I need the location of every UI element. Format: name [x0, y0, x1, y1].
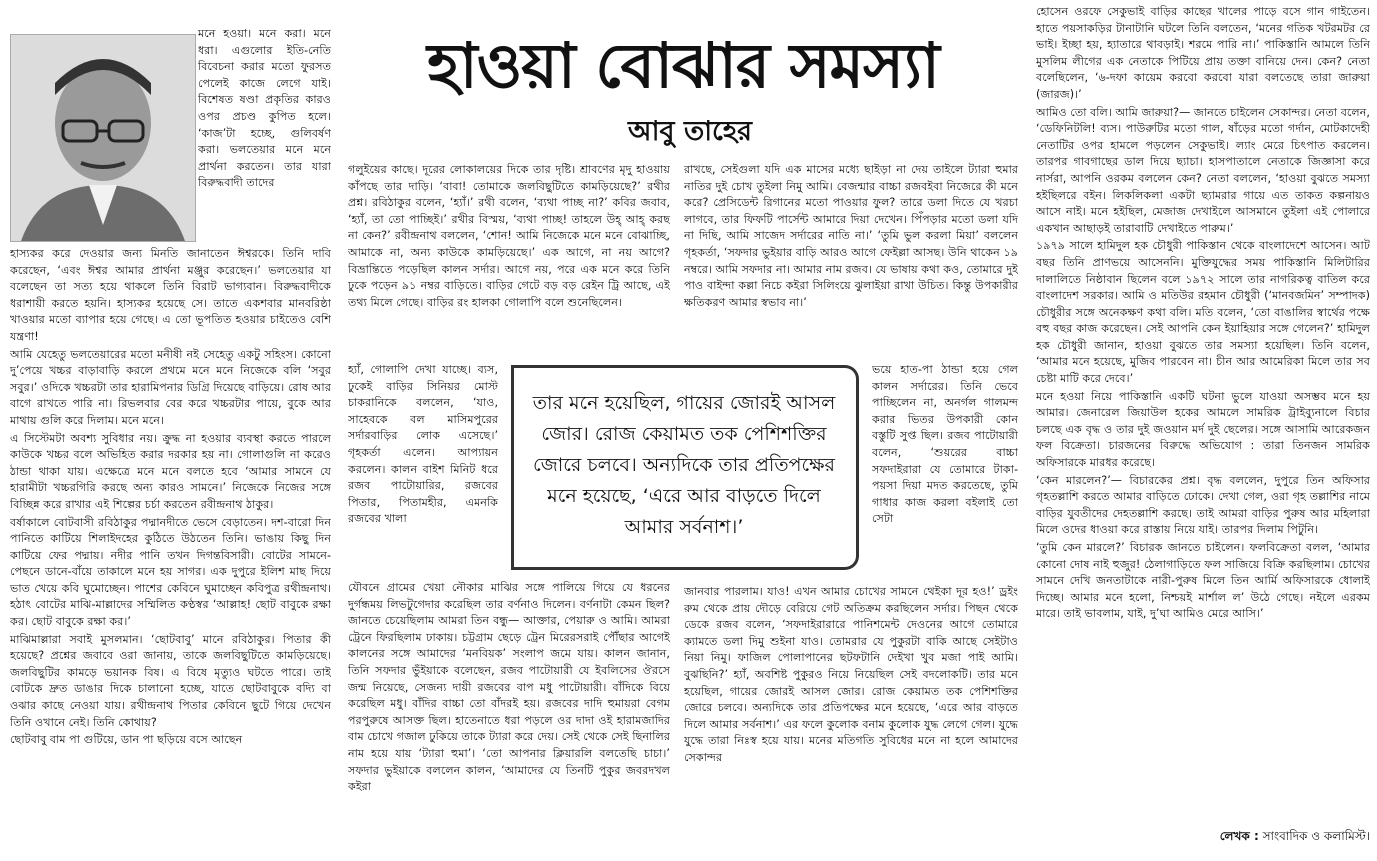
column3-bottom-text	[684, 584, 1018, 858]
paragraph: যৌবনে গ্রামের খেয়া নৌকার মাঝির সঙ্গে পালিয়ে গিয়ে যে ধরনের দুর্গন্ধময় লিভটুগেদার করেছিল তার বর্ণনাও দিলেন। বর্ণনাটা কেমন ছিল? জানতে চেয়েছিলাম আমরা তিন বন্ধু— আক্তার, পেয়ারু ও আমি। আমরা ট্রেনে ফিরছিলাম ঢাকায়। চট্টগ্রাম ছেড়ে ট্রেন মিরেরসরাই পৌঁছার আগেই কালনের সঙ্গে আমাদের ‘মনবিয়ক’ সংলাপ জমে যায়। কালন জানান, তিনি সফদার ভুঁইয়াকে বলেছেন, রজব পাটোয়ারী যে ইবলিসের ঔরসে জন্ম নিয়েছে, সেজন্য দায়ী রজবের বাপ মধু পাটোয়ারী। বাঁদিকে বিয়ে করেছিল মধু। বাঁদির বাচ্চা তো বাঁদরই হয়। রজবের দাদি হুমায়রা বেগম পরপুরুষে আসক্ত ছিল। হাতেনাতে ধরা পড়লে ওর দাদা ওই হারামজাদির বাম চোখে গজাল ঢুকিয়ে তাকে ট্যারা করে দেয়। সেই থেকে সেই ছিনালির নাম হয়ে যায় ‘ট্যারা হুমা’। ‘তো আপনার ক্লিয়ারলি বলতেছি চাচা।’ সফদার ভুইয়াকে বললেন কালন, ‘আমাদের যে তিনটি পুকুর জবরদখল কইরা	[348, 581, 670, 794]
paragraph: হোসেন ওরফে সেকুভাই বাড়ির কাছের খালের পাড়ে বসে গান গাইতেন। হাতে পয়সাকড়ির টানাটানি ঘটলে তিনি বলতেন, ‘মনের গতিক খটরমটর রে ভাই। ইচ্ছা হয়, হ্যাতারে থাবড়াই। শরমে পারি না।’ পাকিস্তানি আমলে তিনি মুসলিম লীগের এক নেতাকে পিটিয়ে প্রায় তক্তা বানিয়ে দেন। কেন? নেতা বলেছিলেন, ‘৬-দফা কায়েম করবো করবো যারা বলতেছে তারা জারুয়া (জারজ)।’	[1036, 5, 1370, 101]
author-photo	[10, 34, 196, 242]
paragraph: ১৯৭৯ সালে হামিদুল হক চৌধুরী পাকিস্তান থেকে বাংলাদেশে আসেন। আট বছর তিনি প্রাণভয়ে আসেননি। মুক্তিযুদ্ধের সময় পাকিস্তানি মিলিটারির দালালিতে নিষ্ঠাবান ছিলেন বলে ১৯৭২ সালে তার নাগরিকত্ব বাতিল করে বাংলাদেশ সরকার। আমি ও মতিউর রহমান চৌধুরী (‘মানবজমিন’ সম্পাদক) চৌধুরীর সঙ্গে অনেকক্ষণ কথা বলি। মতি বলেন, ‘তো বাঙালির স্বার্থের পক্ষে বহু বছর কাজ করেছেন। সেই আপনি কেন ইয়াহিয়ার সঙ্গে গেলেন?’ হামিদুল হক চৌধুরী জানান, হাওয়া বুঝতে তার সমস্যা হয়েছিল। তিনি বলেন, ‘আমার মনে হয়েছে, মুজিব পারবেন না। চীন আর আমেরিকা মিলে তার সব চেষ্টা মাটি করে দেবে।’	[1036, 239, 1370, 386]
paragraph: হাস্যকর করে দেওয়ার জন্য মিনতি জানাতেন ঈশ্বরকে। তিনি দাবি করেছেন, ‘এবং ঈশ্বর আমার প্রার্থনা মঞ্জুর করেছেন।’ ভলতেয়ার যা বলেছেন তা সত্য হয়ে থাকলে তিনি বিরাট ভাগ্যবান। বিরুদ্ধবাদীকে ধরাশায়ী করতে হয়নি। হাস্যকর হয়েছে সে। তাতে একশবার মানবরিষ্ঠা খাওয়ার মতো ব্যাপার হয়ে গেছে। এ তো ভূপতিত হওয়ার চাইতেও বেশি যন্ত্রণা!	[10, 247, 331, 343]
paragraph: ভয়ে হাত-পা ঠান্ডা হয়ে গেল কালন সর্দারের। তিনি ভেবে পাচ্ছিলেন না, অনর্গল গালমন্দ করার ভিতর উপকারী কোন বস্তুটি সুপ্ত ছিল। রজব পাটোয়ারী বলেন, ‘শুয়রের বাচ্চা সফদাইরারা যে তোমারে টাকা-পয়সা দিয়া মদত করতেছে, তুমি গাধার কাজ করলা বইলাই তো সেটা	[872, 363, 1018, 526]
column2-left-of-quote	[348, 362, 498, 580]
paragraph: জানবার পারলাম। যাও! এখন আমার চোখের সামনে থেইকা দূর হও!’ ড্রইং রুম থেকে প্রায় দৌড়ে বেরিয়ে গেট অতিক্রম করছিলেন সর্দার। পিছন থেকে ডেকে রজব বলেন, ‘সফদাইরারারে পানিশমেন্ট দেওনের আগে তোমারে ক্যামতে ডলা দিমু শুইনা যাও। তোমরার যে পুকুরটা বাকি আছে সেইটাও নিয়া নিমু। ফাজিল পোলাপানের ছটফটানি দেইখা খুব মজা পাই আমি। বুঝছিনি?’ হ্যাঁ, অবশিষ্ট পুকুরও নিয়ে নিয়েছিল সেই বদলোকটি। তার মনে হয়েছিল, গায়ের জোরই আসল জোর। রোজ কেয়ামত তক পেশিশক্তির জোরে চলবে। অন্যদিকে তার প্রতিপক্ষের মনে হয়েছে, ‘এরে আর বাড়তে দিলে আমার সর্বনাশ।’ এর ফলে কুলোক বনাম কুলোক যুদ্ধ লেগে গেল। যুদ্ধে যুদ্ধে তারা নিঃস্ব হয়ে যায়। মনের মতিগতি সুবিধের মনে না হলে আমাদের সেকান্দর	[684, 585, 1018, 764]
paragraph: রাখছে, সেইগুলা যদি এক মাসের মধ্যে ছাইড়া না দেয় তাইলে ট্যারা হুমার নাতির দুই চোখ তুইলা নিমু আমি। বেজন্মার বাচ্চা রজবইবা নিজেরে কী মনে করে? প্রেসিডেন্ট রিগানের মতো পাওয়ার ফুল? তারে ডলা দিতে যে খরচা লাগবে, তার ফিফটি পার্সেন্ট আমারে দিয়া দেখেন। পিঁপড়ার মতো ডলা যদি না দিছি, আমি সাজেদ সর্দারের নাতি না।’ ‘তুমি ভুল করলা মিয়া’ বললেন গৃহকর্তা, ‘সফদার ভুইয়ার বাড়ি আরও আগে ফেইল্লা আসছ। উনি থাকেন ১৯ নম্বরে। আমি সফদার না। আমার নাম রজব। যে ভাষায় কথা কও, তোমারে দুই পাও বাইন্দা কল্লা নিচে কইরা সিলিংয়ে ঝুলাইয়া রাখা উচিত। কিন্তু উপকারীর ক্ষতিকরণ আমার স্বভাব না।’	[684, 163, 1018, 309]
column1-text	[10, 246, 331, 858]
author-note-text: সাংবাদিক ও কলামিস্ট।	[1262, 829, 1370, 843]
paragraph: ‘তুমি কেন মারলে?’ বিচারক জানতে চাইলেন। ফলবিক্রেতা বলল, ‘আমার কোনো দোষ নাই হুজুর! ঠেলাগাড়িতে ফল সাজিয়ে বিক্রি করছিলাম। চোখের সামনে দেখি জনতাটাকে নারী-পুরুষ মিলে তিন আর্মি অফিসারকে ধোলাই দিচ্ছে। আমার মনে হলো, নিশ্চয়ই মার্শাল ল’ উঠে গেছে। নইলে এরকম মারে। তাই ভাবলাম, যাই, দু’ঘা আমিও মেরে আসি।’	[1036, 541, 1370, 621]
paragraph: আমিও তো বলি। আমি জারুয়া?— জানতে চাইলেন সেকান্দর। নেতা বলেন, ‘ডেফিনিটলি! ব্যস। পাউরুটির মতো গাল, ষাঁড়ের মতো গর্দান, মোটকাদেহী নেতাটির ওপর হামলে পড়লেন সেকুভাই। ল্যাং মেরে চিৎপাত করলেন। তারপর গাবগাছের ডাল দিয়ে ছ্যাচা। হাসপাতালে নেতাকে জিজ্ঞাসা করে নার্সরা, আপনি ওরকম বললেন কেন? নেতা বললেন, ‘হাওয়া বুঝতে সমস্যা হইছিলরে বইন। লিকলিকলা একটা ছ্যামরার গায়ে এত তাকত কল্পনায়ও আসে নাই। মনে হইছিল, মেজাজ দেখাইলে আসমানে তুইলা এই পোলারে একখান আছাড়ই তারাবাটি দেখাইতে পারুম।’	[1036, 105, 1370, 235]
paragraph: আমি যেহেতু ভলতেয়ারের মতো মনীষী নই সেহেতু একটু সহিংস। কোনো দু’পেয়ে খচ্চর বাড়াবাড়ি করলে প্রথমে মনে মনে নিজেকে বলি ‘সবুর সবুর।’ ওদিকে খচ্চরটা তার হারামিপনার ডিগ্রি দিয়েছে বাড়িয়ে। রোষ আর বাগে রাখতে পারি না। রিভলবার বের করে খচ্চরটার পায়ে, বুকে আর মাথায় গুলি করে দিলাম। মনে মনে।	[10, 347, 331, 427]
paragraph: ‘কেন মারলেন?’— বিচারকের প্রশ্ন। বৃদ্ধ বললেন, দুপুরে তিন অফিসার গৃহতল্লাশি করতে আমার বাড়িতে ঢোকে। দেখা গেল, ওরা গৃহ তল্লাশির নামে বাড়ির যুবতীদের দেহতল্লাশি করছে। তাই আমরা বাড়ির পুরুষ আর মহিলারা মিলে ওদের ধাওয়া করে রাস্তায় নিয়ে যাই। তারপর দিলাম পিটুনি।	[1036, 473, 1370, 537]
paragraph: এ সিস্টেমটা অবশ্য সুবিধার নয়। ক্রুদ্ধ না হওয়ার ব্যবস্থা করতে পারলে কাউকে খচ্চর বলে অভিহিত করার দরকার হয় না। গোলাগুলি না করেও ঠান্ডা থাকা যায়। এক্ষেত্রে মনে মনে বলতে হবে ‘আমার সামনে যে হারামীটা খচ্চরগিরি করছে অন্য কারও সামনে।’ নিজেকে নিজের সঙ্গে বিচ্ছিন্ন করে রাখার এই শিল্পের চর্চা করতেন রবীন্দ্রনাথ ঠাকুর।	[10, 431, 331, 511]
author-portrait-image	[11, 35, 195, 241]
paragraph: গলুইয়ের কাছে। দূরের লোকালয়ের দিকে তার দৃষ্টি। শ্রাবণের মৃদু হাওয়ায় কাঁপছে তার দাড়ি। ‘বাবা! তোমাকে জলবিছুটিতে কামড়িয়েছে?’ রথীর প্রশ্ন। রবিঠাকুর বলেন, ‘হ্যাঁ।’ রথী বলেন, ‘ব্যথা পাচ্ছ না?’ কবির জবাব, ‘হ্যাঁ, তা তো পাচ্ছিই।’ রথীর বিস্ময়, ‘ব্যথা পাচ্ছ! তাহলে উহ্ আহ্ করছ না কেন?’ রবীন্দ্রনাথ বললেন, ‘শোন! আমি নিজেকে মনে মনে বোঝাচ্ছি, আমাকে না, অন্য কাউকে কামড়িয়েছে।’ এক আগে, না নয় আগে? বিভ্রান্তিতে পড়েছিল কালন সর্দার। আগে নয়, পরে এক মনে করে তিনি ঢুকে পড়েন ৯১ নম্বর বাড়িতে। বাড়ির গেটে বড় বড় রেইন ট্রি আছে, এই তথ্য মিলে গেছে। বাড়ির রং হালকা গোলাপি বলে শুনেছিলেন।	[348, 163, 670, 309]
column3-right-of-quote	[872, 362, 1018, 584]
author-note-label: লেখক :	[1219, 829, 1259, 843]
column2-top-text	[348, 162, 670, 362]
byline: আবু তাহের	[628, 116, 752, 147]
author-note	[1160, 827, 1370, 845]
pull-quote-text: তার মনে হয়েছিল, গায়ের জোরই আসল জোর। রোজ কেয়ামত তক পেশিশক্তির জোরে চলবে। অন্যদিকে তার প্রতিপক্ষের মনে হয়েছে, ‘এরে আর বাড়তে দিলে আমার সর্বনাশ।’	[532, 392, 836, 538]
column4-text	[1036, 4, 1370, 826]
column2-bottom-text	[348, 580, 670, 858]
paragraph: ছোটবাবু বাম পা গুটিয়ে, ডান পা ছড়িয়ে বসে আছেন	[10, 733, 243, 747]
paragraph: মনে হওয়া নিয়ে পাকিস্তানি একটি ঘটনা ভুলে যাওয়া অসম্ভব মনে হয় আমার। জেনারেল জিয়াউল হকের আমলে সামরিক ট্রাইব্যুনালে বিচার চলছে এক বৃদ্ধ ও তার দুই জওয়ান মর্দ দুই ছেলের। সঙ্গে আসামি আরেকজন ফল বিক্রেতা। চারজনের বিরুদ্ধে অভিযোগ : তারা তিনজন সামরিক অফিসারকে মারধর করেছে।	[1036, 389, 1370, 470]
column3-top-text	[684, 162, 1018, 362]
pull-quote-left-rule	[511, 365, 539, 570]
paragraph: হ্যাঁ, গোলাপি দেখা যাচ্ছে। ব্যস, ঢুকেই বাড়ির সিনিয়র মোস্ট চাকরানিকে বললেন, ‘যাও, সাহেবকে বল মাসিমপুরের সর্দারবাড়ির লোক এসেছে।’ গৃহকর্তা এলেন। আপ্যায়ন করলেন। কালন বাইশ মিনিট ধরে রজব পাটোয়ারির, রজবের পিতার, পিতামহীর, এমনকি রজবের খালা	[348, 363, 498, 526]
paragraph: মনে হওয়া। মনে করা। মনে ধরা। এগুলোর ইতি-নেতি বিবেচনা করার মতো ফুরসত পেলেই কাজে লেগে যাই। বিশেষত ষণ্ডা প্রকৃতির কারও ওপর প্রচণ্ড কুপিত হলে। ‘কাজ’টা হচ্ছে, গুলিবর্ষণ করা। ভলতেয়ার মনে মনে প্রার্থনা করতেন। তার যারা বিরুদ্ধবাদী তাদের	[198, 27, 331, 190]
column1-beside-photo	[198, 26, 331, 248]
paragraph: বর্ষাকালে বোটবাসী রবিঠাকুর পদ্মানদীতে ভেসে বেড়াতেন। দশ-বারো দিন পানিতে কাটিয়ে শিলাইদহের কুঠিতে উঠতেন তিনি। ভাঙায় কিছু দিন কাটিয়ে ফের পদ্মায়। নদীর পানি তখন দিগন্তবিসারী। বোটের সামনে-পেছনে ডানে-বাঁয়ে তাকালে মনে হয় সাগর। এক দুপুরে ইলিশ মাছ দিয়ে ভাত খেয়ে কবি ঘুমোচ্ছেন। পাশের কেবিনে ঘুমাচ্ছেন কবিপুত্র রথীন্দ্রনাথ। হঠাৎ বোটের মাঝি-মাল্লাদের সম্মিলিত কণ্ঠস্বর ‘আল্লাহ! ছোট বাবুকে রক্ষা কর। ছোট বাবুকে রক্ষা কর।’	[10, 515, 331, 629]
paragraph: মাঝিমাল্লারা সবাই মুসলমান। ‘ছোটবাবু’ মানে রবিঠাকুর। পিতার কী হয়েছে? প্রশ্নের জবাবে ওরা জানায়, তাকে জলবিছুটিতে কামড়িয়েছে। জলবিছুটির কামড়ে ভয়ানক বিষ। এ বিষে মৃত্যুও ঘটতে পারে। তাই বোটকে দ্রুত ডাঙার দিকে চালানো হচ্ছে, যাতে ছোটবাবুকে বদ্যি বা ওঝার কাছে নেওয়া যায়। রথীন্দ্রনাথ পিতার কেবিনে ছুটে গিয়ে দেখেন তিনি ওখানে নেই। তিনি কোথায়?	[10, 632, 331, 729]
headline: হাওয়া বোঝার সমস্যা	[427, 29, 939, 102]
pull-quote-box	[511, 365, 859, 570]
